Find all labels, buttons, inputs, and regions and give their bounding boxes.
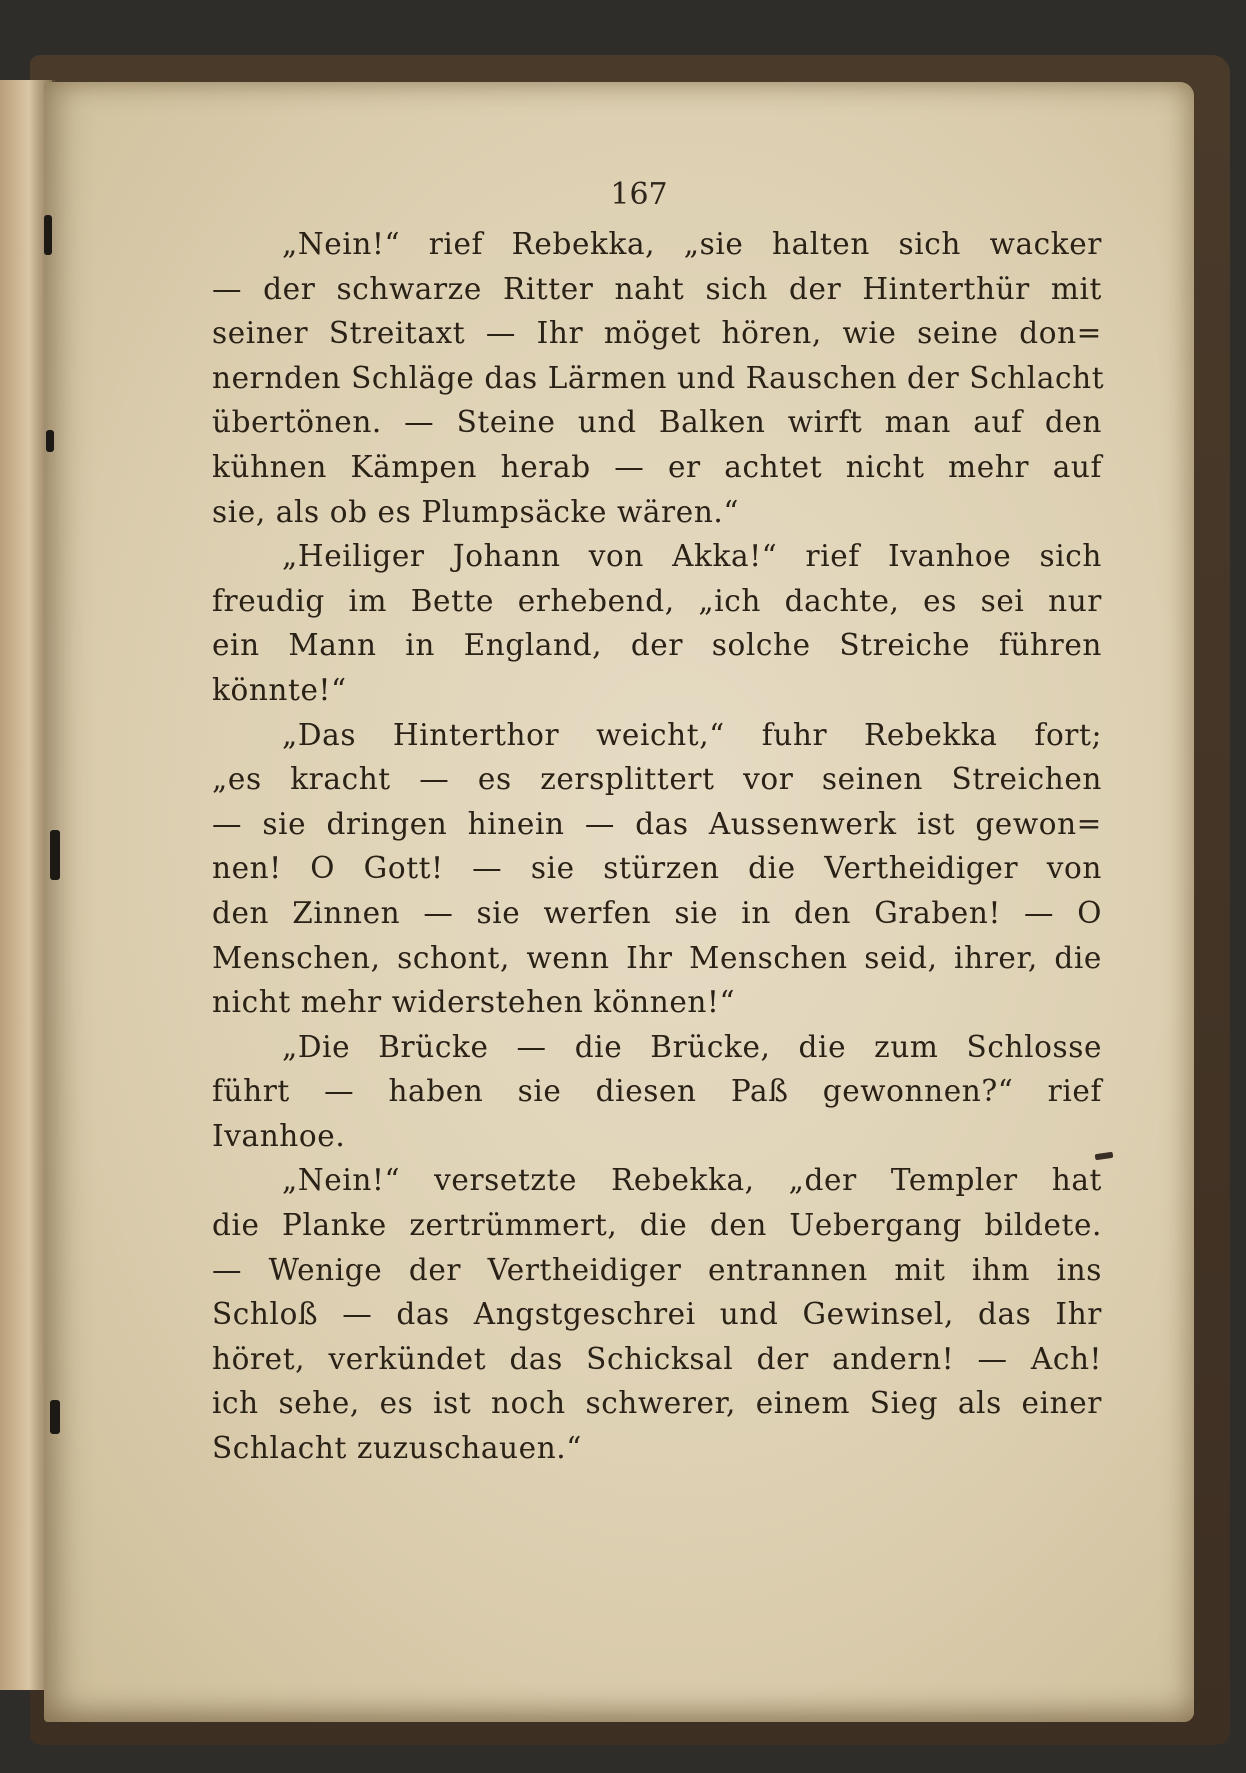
page-number: 167	[610, 177, 668, 212]
text-line: ich sehe, es ist noch schwerer, einem Sieg als einer	[212, 1386, 1102, 1421]
text-line: „Die Brücke — die Brücke, die zum Schlosse	[282, 1029, 1102, 1064]
text-line: könnte!“	[212, 672, 347, 707]
text-line: nen! O Gott! — sie stürzen die Vertheidiger von	[212, 851, 1102, 886]
text-line: Schloß — das Angstgeschrei und Gewinsel, das Ihr	[212, 1297, 1102, 1332]
text-line: den Zinnen — sie werfen sie in den Graben! — O	[212, 895, 1102, 930]
text-line: Schlacht zuzuschauen.“	[212, 1431, 582, 1466]
text-line: „Das Hinterthor weicht,“ fuhr Rebekka fort;	[282, 717, 1102, 752]
binding-thread-mark	[50, 830, 60, 880]
text-line: Ivanhoe.	[212, 1118, 346, 1153]
text-line: nicht mehr widerstehen können!“	[212, 985, 736, 1020]
binding-thread-mark	[46, 430, 54, 452]
text-line: führt — haben sie diesen Paß gewonnen?“ rief	[212, 1074, 1102, 1109]
text-line: kühnen Kämpen herab — er achtet nicht mehr auf	[212, 449, 1102, 484]
text-line: Menschen, schont, wenn Ihr Menschen seid, ihrer, die	[212, 940, 1102, 975]
text-line: „Nein!“ versetzte Rebekka, „der Templer hat	[282, 1163, 1102, 1198]
text-line: seiner Streitaxt — Ihr möget hören, wie seine don=	[212, 316, 1102, 351]
text-line: sie, als ob es Plumpsäcke wären.“	[212, 494, 740, 529]
text-line: — der schwarze Ritter naht sich der Hinterthür mit	[212, 271, 1102, 306]
text-line: übertönen. — Steine und Balken wirft man auf den	[212, 405, 1102, 440]
binding-thread-mark	[44, 215, 52, 255]
page-text	[212, 222, 1105, 1471]
text-line: „Heiliger Johann von Akka!“ rief Ivanhoe sich	[282, 539, 1102, 574]
text-line: nernden Schläge das Lärmen und Rauschen der Schlacht	[212, 360, 1105, 395]
binding-thread-mark	[50, 1400, 60, 1434]
text-line: „es kracht — es zersplittert vor seinen Streichen	[212, 762, 1102, 797]
text-line: ein Mann in England, der solche Streiche führen	[212, 628, 1102, 663]
text-line: — sie dringen hinein — das Aussenwerk ist gewon=	[212, 806, 1102, 841]
text-line: höret, verkündet das Schicksal der andern! — Ach!	[212, 1341, 1102, 1376]
book-page	[44, 82, 1194, 1722]
text-line: — Wenige der Vertheidiger entrannen mit ihm ins	[212, 1252, 1102, 1287]
text-line: „Nein!“ rief Rebekka, „sie halten sich wacker	[282, 227, 1102, 261]
text-line: freudig im Bette erhebend, „ich dachte, es sei nur	[212, 583, 1102, 618]
text-line: die Planke zertrümmert, die den Uebergang bildete.	[212, 1208, 1102, 1243]
